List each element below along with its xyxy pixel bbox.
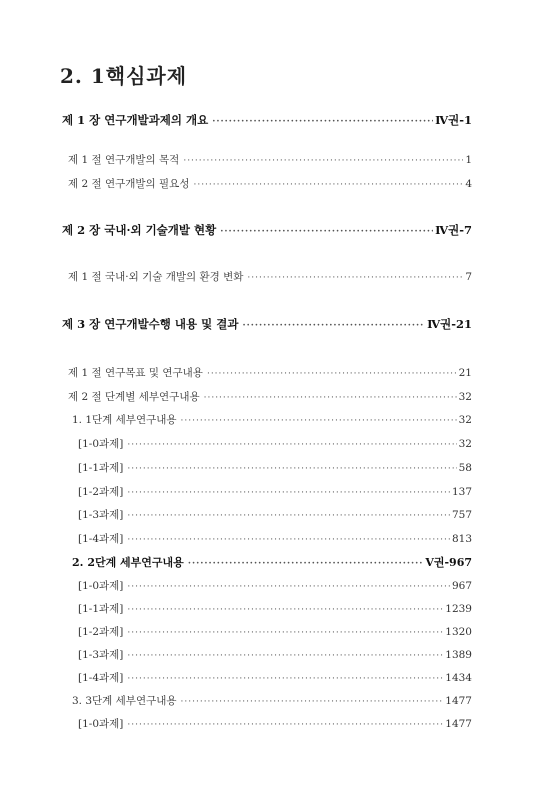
toc-entry-label: 제 2 장 국내·외 기술개발 현황 [62,223,217,237]
toc-section-1-1[interactable] [68,152,472,167]
toc-entry-label: 3. 3단계 세부연구내용 [72,695,177,707]
toc-section-2-1[interactable] [68,269,472,284]
dot-leader [207,369,457,379]
toc-stage-2[interactable] [72,554,472,570]
dot-leader [127,651,443,661]
dot-leader [242,321,425,331]
toc-entry-label: [1-0과제] [78,438,124,450]
dot-leader [127,488,450,498]
toc-page-number: 1239 [445,603,472,615]
toc-page-number: 137 [451,486,472,498]
dot-leader [204,393,457,403]
toc-entry-label: 제 1 절 연구개발의 목적 [68,154,180,166]
dot-leader [127,605,443,615]
dot-leader [127,582,450,592]
toc-page-number: 813 [451,533,472,545]
toc-page-number: 967 [451,580,472,592]
dot-leader [188,559,424,569]
toc-task-row[interactable] [78,647,472,662]
toc-task-row[interactable] [78,531,472,546]
toc-page-number: Ⅳ권-7 [435,223,472,237]
dot-leader [127,535,450,545]
toc-entry-label: [1-0과제] [78,580,124,592]
toc-page-number: 1477 [445,695,472,707]
toc-entry-label: [1-1과제] [78,603,124,615]
toc-entry-label: 제 1 절 국내·외 기술 개발의 환경 변화 [68,271,244,283]
toc-chapter-2[interactable] [62,222,472,238]
dot-leader [127,440,456,450]
toc-entry-label: [1-2과제] [78,486,124,498]
toc-entry-label: 제 1 장 연구개발과제의 개요 [62,113,209,127]
toc-page-number: 4 [465,178,472,190]
toc-page-number: 1434 [445,672,472,684]
dot-leader [247,273,463,283]
toc-page-number: 58 [458,462,472,474]
dot-leader [127,720,443,730]
toc-section-3-1[interactable] [68,365,472,380]
toc-entry-label: [1-1과제] [78,462,124,474]
toc-page-number: 1320 [445,626,472,638]
toc-entry-label: 1. 1단계 세부연구내용 [72,414,177,426]
toc-page-number: 32 [458,414,472,426]
toc-task-row[interactable] [78,460,472,475]
toc-entry-label: 제 1 절 연구목표 및 연구내용 [68,367,203,379]
toc-page-number: Ⅴ권-967 [425,556,472,569]
toc-entry-label: 제 3 장 연구개발수행 내용 및 결과 [62,317,239,331]
toc-entry-label: 2. 2단계 세부연구내용 [72,556,184,569]
toc-page-number: 757 [451,509,472,521]
dot-leader [181,697,444,707]
toc-entry-label: [1-0과제] [78,718,124,730]
toc-task-row[interactable] [78,436,472,451]
toc-page-number: 7 [465,271,472,283]
toc-task-row[interactable] [78,670,472,685]
toc-page-number: 32 [458,438,472,450]
toc-entry-label: [1-2과제] [78,626,124,638]
toc-entry-label: 제 2 절 단계별 세부연구내용 [68,391,200,403]
toc-task-row[interactable] [78,578,472,593]
dot-leader [220,227,433,237]
toc-task-row[interactable] [78,507,472,522]
toc-stage-1[interactable] [72,412,472,427]
toc-page-number: 1389 [445,649,472,661]
toc-section-3-2[interactable] [68,389,472,404]
toc-entry-label: 제 2 절 연구개발의 필요성 [68,178,190,190]
toc-chapter-1[interactable] [62,112,472,128]
toc-chapter-3[interactable] [62,316,472,332]
dot-leader [181,416,457,426]
toc-page-number: 1477 [445,718,472,730]
toc-page-number: 32 [458,391,472,403]
dot-leader [127,511,450,521]
toc-stage-3[interactable] [72,693,472,708]
toc-entry-label: [1-4과제] [78,672,124,684]
dot-leader [193,180,463,190]
dot-leader [127,464,456,474]
toc-entry-label: [1-3과제] [78,509,124,521]
dot-leader [127,628,443,638]
toc-entry-label: [1-3과제] [78,649,124,661]
toc-task-row[interactable] [78,716,472,731]
dot-leader [212,117,433,127]
toc-page-number: Ⅳ권-1 [435,113,472,127]
toc-task-row[interactable] [78,484,472,499]
dot-leader [183,156,463,166]
dot-leader [127,674,443,684]
toc-section-1-2[interactable] [68,176,472,191]
page-title: 2. 1핵심과제 [60,64,188,88]
toc-task-row[interactable] [78,601,472,616]
toc-task-row[interactable] [78,624,472,639]
toc-page-number: 1 [465,154,472,166]
toc-entry-label: [1-4과제] [78,533,124,545]
toc-page-number: 21 [458,367,472,379]
toc-page-number: Ⅳ권-21 [427,317,472,331]
